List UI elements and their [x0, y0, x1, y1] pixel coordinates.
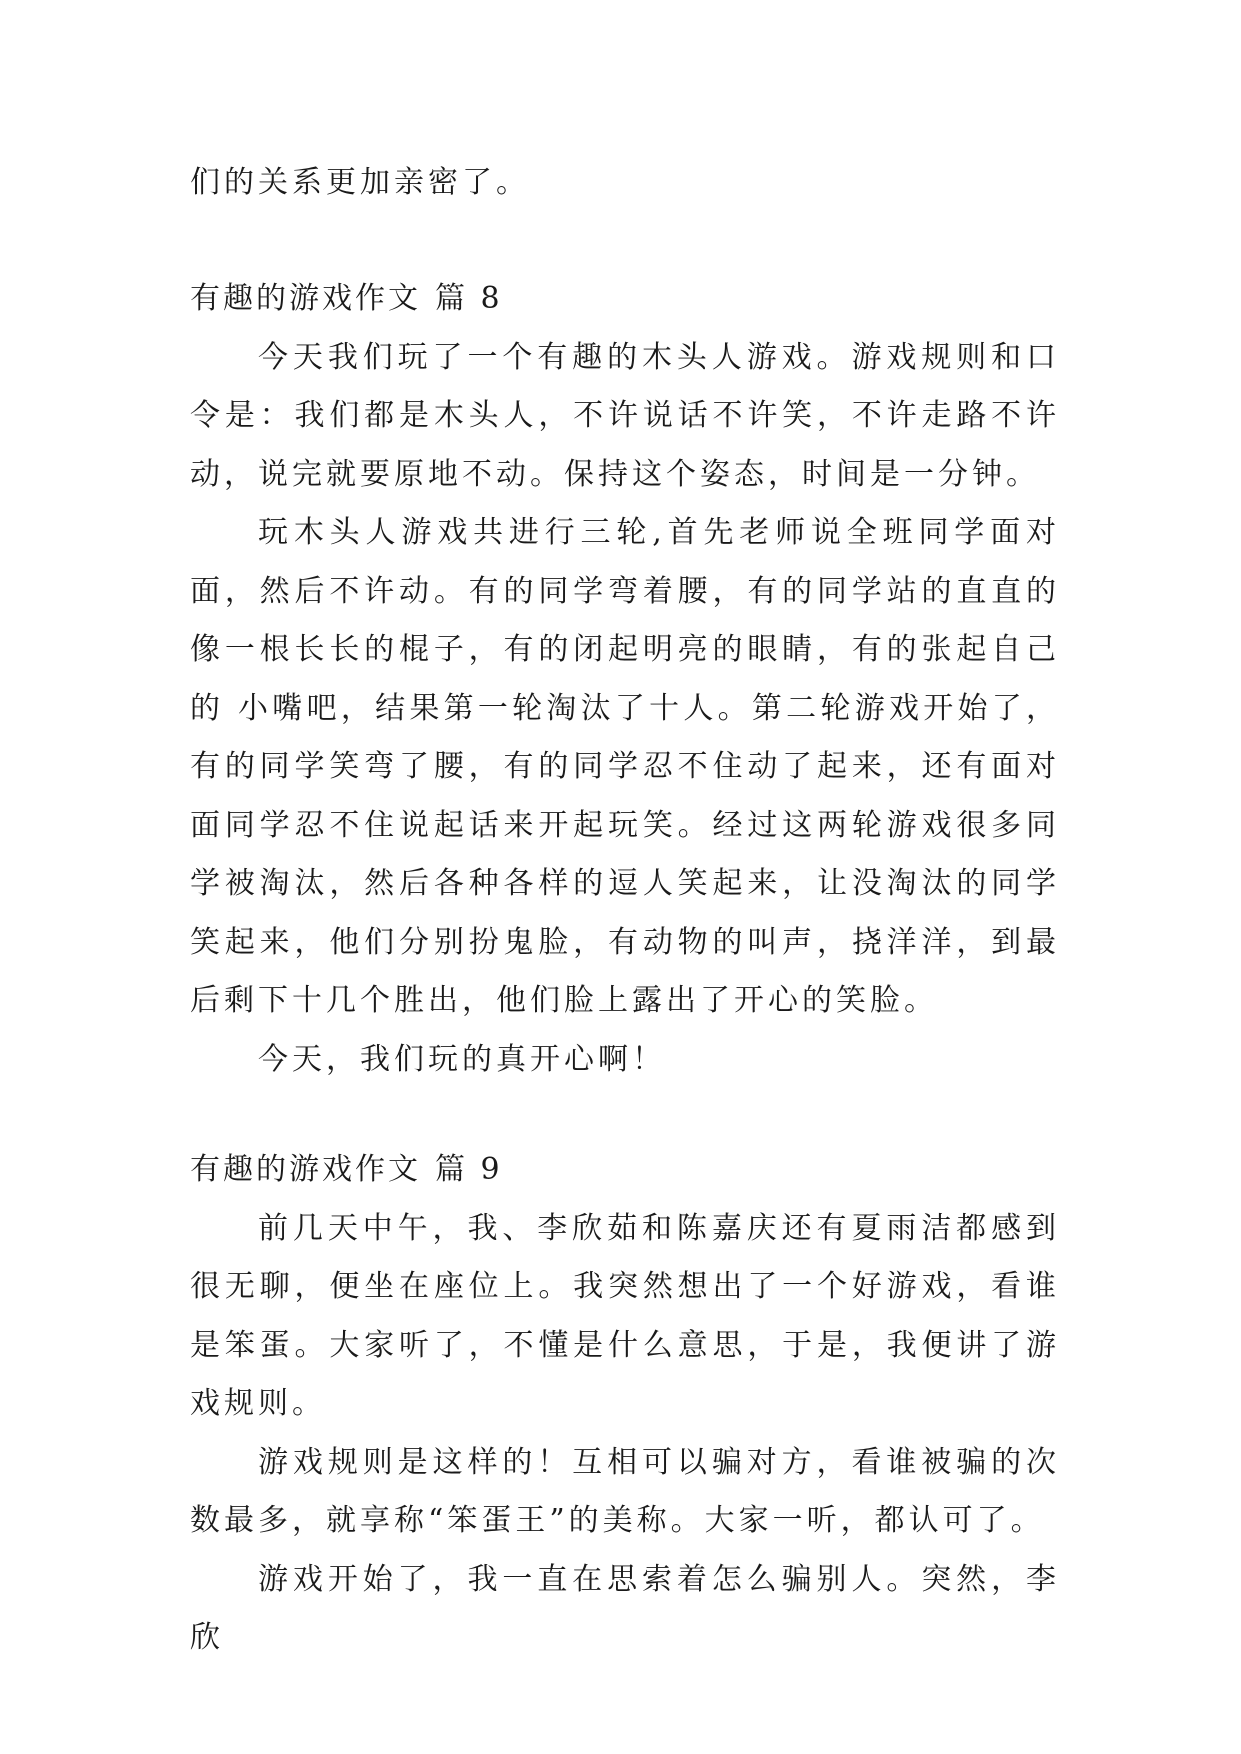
section-heading-number: 篇 9 — [435, 1152, 503, 1187]
paragraph: 游戏开始了，我一直在思索着怎么骗别人。突然，李欣 — [190, 1561, 1060, 1655]
carry-over-text-block — [190, 154, 1060, 213]
essay-section-9 — [190, 1141, 1060, 1668]
paragraph: 今天我们玩了一个有趣的木头人游戏。游戏规则和口令是：我们都是木头人，不许说话不许笑，不许走路不许动，说完就要原地不动。保持这个姿态，时间是一分钟。 — [190, 339, 1060, 492]
carry-over-line: 们的关系更加亲密了。 — [190, 165, 530, 200]
paragraph: 游戏规则是这样的！互相可以骗对方，看谁被骗的次数最多，就享称“笨蛋王”的美称。大家一听，都认可了。 — [190, 1444, 1060, 1538]
paragraph: 前几天中午，我、李欣茹和陈嘉庆还有夏雨洁都感到很无聊，便坐在座位上。我突然想出了一个好游戏，看谁是笨蛋。大家听了，不懂是什么意思，于是，我便讲了游戏规则。 — [190, 1210, 1060, 1421]
paragraph: 今天，我们玩的真开心啊！ — [258, 1041, 666, 1077]
section-heading-title: 有趣的游戏作文 — [190, 1152, 421, 1187]
section-heading — [190, 1141, 1060, 1200]
section-heading — [190, 270, 1060, 329]
section-heading-number: 篇 8 — [435, 281, 503, 316]
section-heading-title: 有趣的游戏作文 — [190, 281, 421, 316]
paragraph: 玩木头人游戏共进行三轮,首先老师说全班同学面对面，然后不许动。有的同学弯着腰，有的同学站的直直的像一根长长的棍子，有的闭起明亮的眼睛，有的张起自己的 小嘴吧，结果第一轮淘汰了十人。第二轮游戏开始了，有的同学笑弯了腰，有的同学忍不住动了起来，还有面对面同学忍不住说起话来开起玩笑。经过这两轮游戏很多同学被淘汰，然后各种各样的逗人笑起来，让没淘汰的同学笑起来，他们分别扮鬼脸，有动物的叫声，挠洋洋，到最后剩下十几个胜出，他们脸上露出了开心的笑脸。 — [190, 515, 1060, 1018]
essay-section-8 — [190, 270, 1060, 1089]
